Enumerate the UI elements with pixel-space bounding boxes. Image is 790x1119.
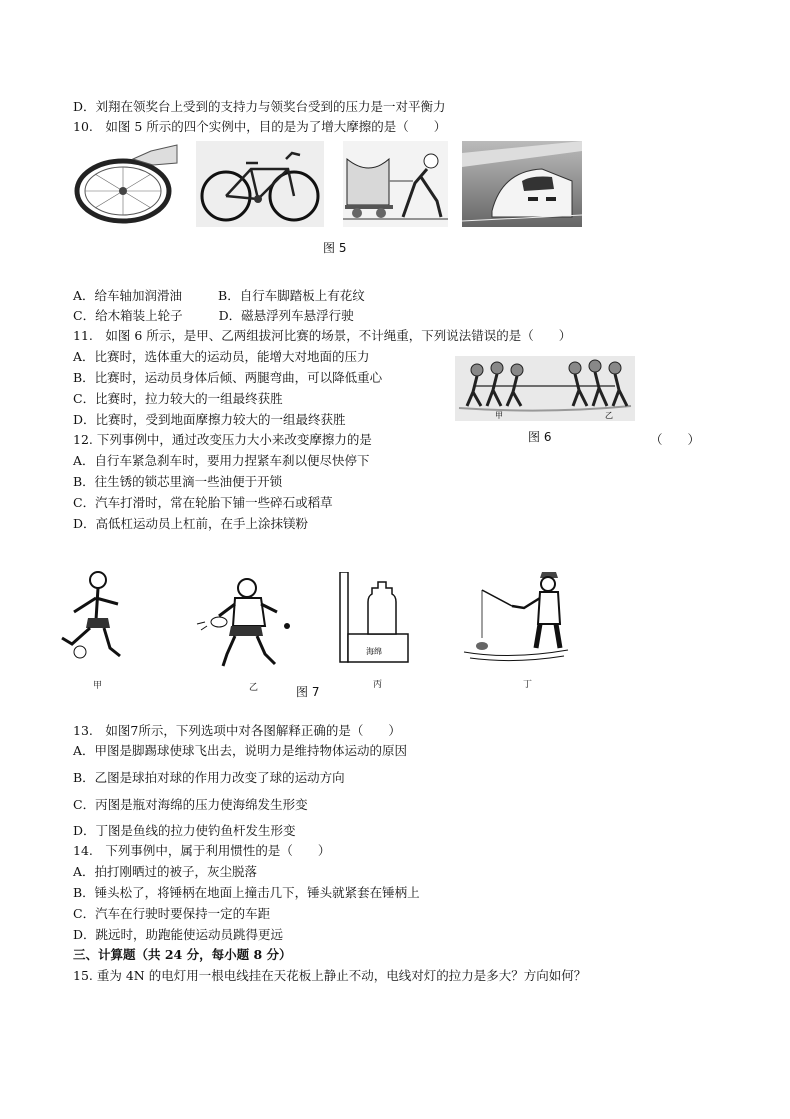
figure-5-maglev-train: [462, 141, 582, 227]
q12-bracket: （ ）: [650, 432, 701, 447]
figure-5-box-on-wheels: [343, 141, 448, 227]
figure-7-sponge-label: 海绵: [366, 647, 382, 656]
figure-6-tug-of-war: [455, 356, 635, 421]
q10-stem: 10. 如图 5 所示的四个实例中，目的是为了增大摩擦的是（ ）: [73, 119, 447, 134]
figure-7-label-yi: 乙: [249, 683, 259, 693]
q12-option-a: A．自行车紧急刹车时，要用力捏紧车刹以便尽快停下: [73, 453, 370, 468]
figure-7-label-ding: 丁: [523, 680, 533, 690]
figure-7-yi-racket: [195, 574, 295, 670]
q14-stem: 14. 下列事例中，属于利用惯性的是（ ）: [73, 843, 331, 858]
figure-7-label-bing: 丙: [373, 680, 383, 690]
figure-7-bing-bottle-sponge: [336, 572, 414, 664]
figure-6-label-yi: 乙: [605, 411, 613, 420]
q10-option-c: C．给木箱装上轮子: [73, 308, 183, 323]
q14-option-a: A．拍打刚晒过的被子，灰尘脱落: [73, 864, 258, 879]
figure-7-caption: 图 7: [296, 685, 320, 699]
q11-option-a: A．比赛时，选体重大的运动员，能增大对地面的压力: [73, 349, 370, 364]
q14-option-b: B．锤头松了，将锤柄在地面上撞击几下，锤头就紧套在锤柄上: [73, 885, 420, 900]
figure-7-label-jia: 甲: [93, 681, 103, 691]
figure-6-label-jia: 甲: [495, 411, 503, 420]
q12-option-b: B．往生锈的锁芯里滴一些油便于开锁: [73, 474, 283, 489]
q10-option-d: D．磁悬浮列车悬浮行驶: [218, 308, 354, 323]
q14-option-d: D．跳远时，助跑能使运动员跳得更远: [73, 927, 284, 942]
q11-option-d: D．比赛时，受到地面摩擦力较大的一组最终获胜: [73, 412, 346, 427]
q10-option-a: A．给车轴加润滑油: [73, 288, 183, 303]
q11-option-c: C．比赛时，拉力较大的一组最终获胜: [73, 391, 283, 406]
q14-option-c: C．汽车在行驶时要保持一定的车距: [73, 906, 271, 921]
figure-5-caption: 图 5: [323, 241, 347, 255]
figure-7-ding-fishing: [460, 568, 570, 668]
q12-stem: 12. 下列事例中，通过改变压力大小来改变摩擦力的是: [73, 432, 372, 447]
q13-option-a: A．甲图是脚踢球使球飞出去，说明力是维持物体运动的原因: [73, 743, 408, 758]
q10-options-cd: [73, 308, 354, 324]
q11-stem: 11. 如图 6 所示，是甲、乙两组拔河比赛的场景，不计绳重，下列说法错误的是（ ）: [73, 328, 572, 343]
q13-option-c: C．丙图是瓶对海绵的压力使海绵发生形变: [73, 797, 308, 812]
q12-option-d: D．高低杠运动员上杠前，在手上涂抹镁粉: [73, 516, 309, 531]
q13-option-d: D．丁图是鱼线的拉力使钓鱼杆发生形变: [73, 823, 296, 838]
q10-option-b: B．自行车脚踏板上有花纹: [218, 288, 365, 303]
q11-option-b: B．比赛时，运动员身体后倾、两腿弯曲，可以降低重心: [73, 370, 383, 385]
section-3-title: 三、计算题（共 24 分，每小题 8 分）: [73, 947, 292, 962]
q10-options-ab: [73, 288, 365, 304]
q13-stem: 13. 如图7所示，下列选项中对各图解释正确的是（ ）: [73, 723, 401, 738]
q9-option-d: D．刘翔在领奖台上受到的支持力与领奖台受到的压力是一对平衡力: [73, 99, 446, 114]
figure-7-jia-kicking: [58, 568, 138, 668]
q15-stem: 15. 重为 4N 的电灯用一根电线挂在天花板上静止不动，电线对灯的拉力是多大？方向如何？: [73, 968, 587, 983]
figure-6-caption: 图 6: [528, 430, 552, 444]
figure-5-wheel-oiling: [73, 141, 179, 227]
figure-5-bicycle: [196, 141, 324, 227]
q13-option-b: B．乙图是球拍对球的作用力改变了球的运动方向: [73, 770, 345, 785]
q12-option-c: C．汽车打滑时，常在轮胎下铺一些碎石或稻草: [73, 495, 333, 510]
